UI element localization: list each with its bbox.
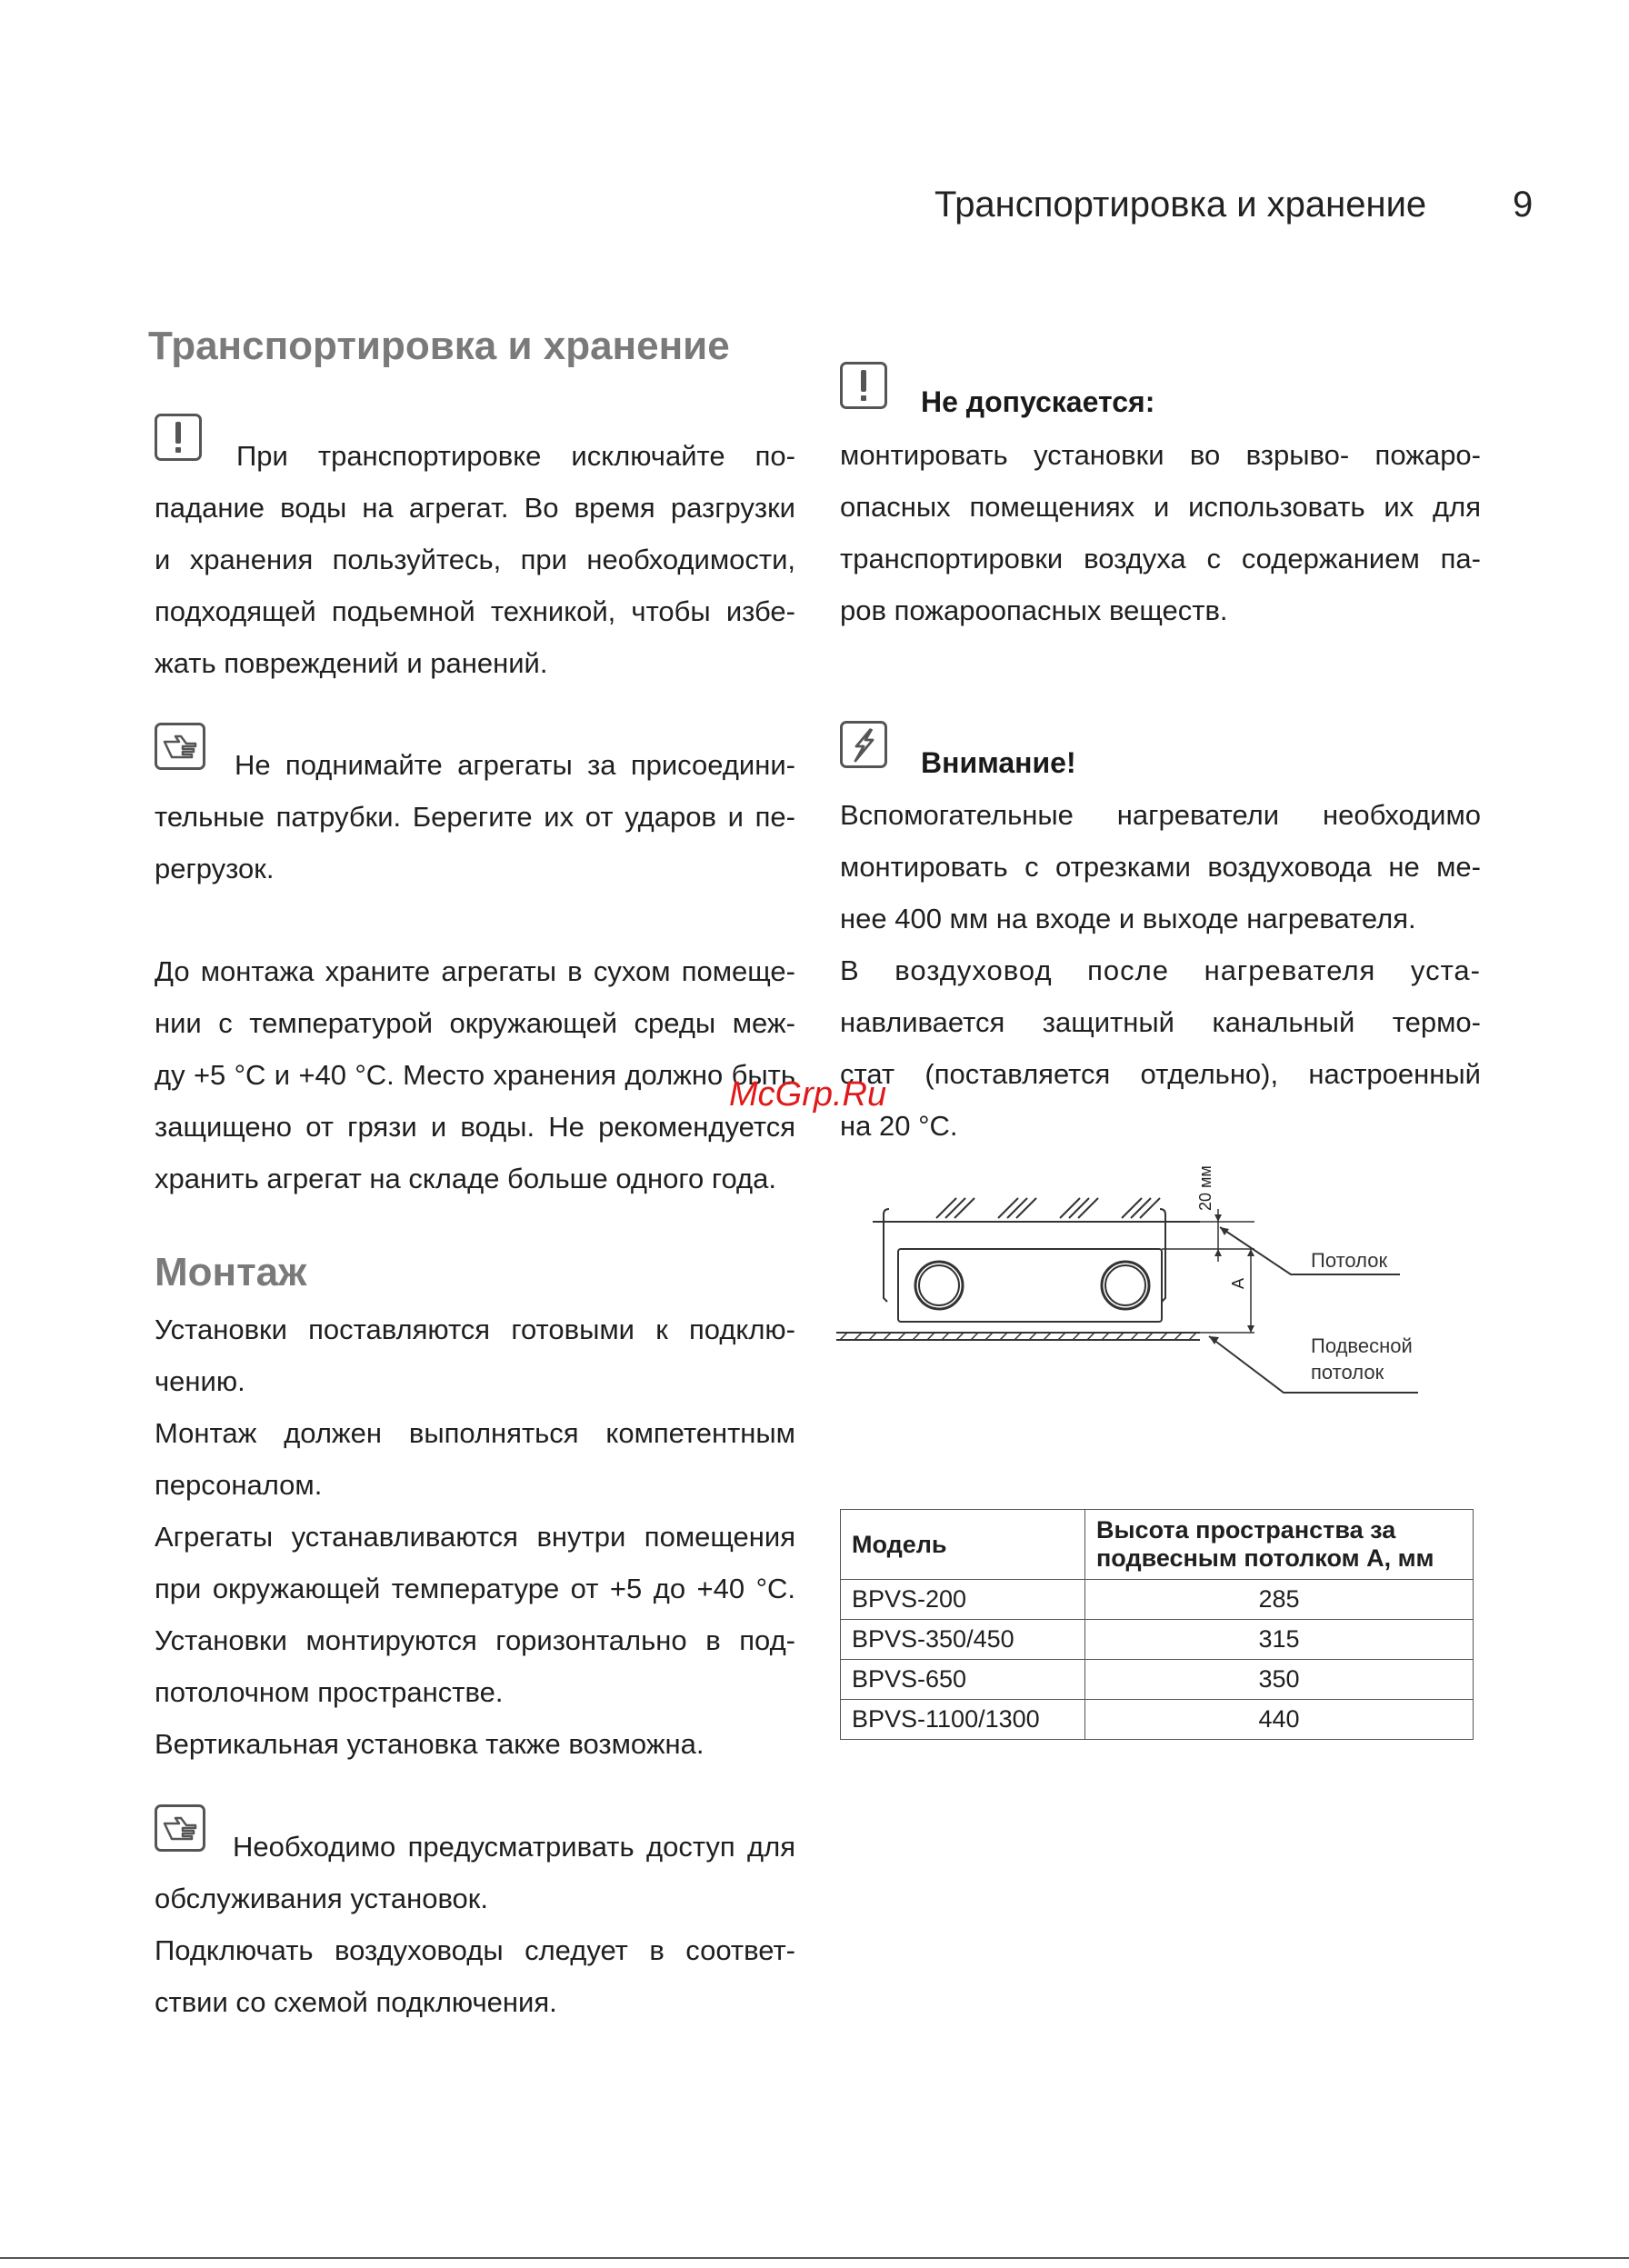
clearance-table <box>840 1509 1474 1740</box>
dimension-a-label: A <box>1229 1277 1247 1289</box>
header-height-line-1: Высота пространства за <box>1096 1516 1396 1544</box>
page-number: 9 <box>1513 185 1534 225</box>
storage-paragraph: До монтажа храните агрегаты в сухом помеще- нии с температурой окружающей среды меж- ду +5 °C и +40 °C. Место хранения должно быть защищено от грязи и воды. Не рекомендуется хранить агрегат на складе больше одного года. <box>155 955 795 1194</box>
header-model: Модель <box>841 1510 1085 1580</box>
table-row <box>841 1580 1474 1620</box>
dimension-20mm-label: 20 мм <box>1196 1165 1214 1211</box>
unit-body <box>898 1249 1162 1322</box>
attention-title: Внимание! <box>921 746 1076 779</box>
header-height <box>1085 1510 1474 1580</box>
mounting-paragraph: Установки поставляются готовыми к подклю- чению. Монтаж должен выполняться компетентным персоналом. Агрегаты устанавливаются внутри помещения при окружающей температуре от +5 до +40 °C. Установки монтируются горизонтально в под- потолочном пространстве. Вертикальная установка также возможна. <box>155 1314 795 1760</box>
row-model: BPVS-200 <box>841 1580 1085 1620</box>
table-row <box>841 1660 1474 1700</box>
dimension-lines <box>1162 1209 1254 1333</box>
row-height: 440 <box>1085 1700 1474 1740</box>
note-pipes-paragraph: Не поднимайте агрегаты за присоедини- тельные патрубки. Берегите их от ударов и пе- регрузок. <box>155 749 795 884</box>
ceiling-label: Потолок <box>1311 1249 1388 1272</box>
ceiling-hatch <box>936 1198 1160 1218</box>
duct-connection-left <box>915 1262 963 1309</box>
suspended-ceiling-label-2: потолок <box>1311 1361 1384 1384</box>
running-header-title: Транспортировка и хранение <box>934 185 1427 225</box>
service-access-paragraph: Необходимо предусматривать доступ для обслуживания установок. Подключать воздуховоды следует в соответ- ствии со схемой подключения. <box>155 1831 795 2018</box>
forbidden-title: Не допускается: <box>921 385 1155 418</box>
left-hanger <box>884 1209 889 1302</box>
section-title-transport: Транспортировка и хранение <box>148 324 730 368</box>
duct-connection-right <box>1102 1262 1149 1309</box>
row-height: 315 <box>1085 1620 1474 1660</box>
row-model: BPVS-350/450 <box>841 1620 1085 1660</box>
exclamation-icon <box>840 362 887 409</box>
table-row <box>841 1620 1474 1660</box>
row-height: 285 <box>1085 1580 1474 1620</box>
watermark: McGrp.Ru <box>729 1075 887 1114</box>
table-row <box>841 1700 1474 1740</box>
header-height-line-2: подвесным потолком A, мм <box>1096 1544 1434 1572</box>
section-title-mounting: Монтаж <box>155 1250 307 1294</box>
row-model: BPVS-650 <box>841 1660 1085 1700</box>
table-header-row <box>841 1510 1474 1580</box>
bottom-rule <box>0 2257 1629 2259</box>
forbidden-paragraph: монтировать установки во взрыво- пожаро- опасных помещениях и использовать их для транспортировки воздуха с содержанием па- ров пожароопасных веществ. <box>840 439 1481 626</box>
attention-paragraph: Вспомогательные нагреватели необходимо монтировать с отрезками воздуховода не ме- нее 400 мм на входе и выходе нагревателя. В воздуховод после нагревателя уста- навливается защитный канальный термо- стат (поставляется отдельно), настроенный на 20 °C. <box>840 799 1481 1142</box>
row-model: BPVS-1100/1300 <box>841 1700 1085 1740</box>
suspended-ceiling-label-1: Подвесной <box>1311 1334 1413 1357</box>
row-height: 350 <box>1085 1660 1474 1700</box>
electric-hazard-icon <box>840 721 887 768</box>
transport-warning-paragraph: При транспортировке исключайте по- падание воды на агрегат. Во время разгрузки и хранения пользуйтесь, при необходимости, подходящей подьемной техникой, чтобы избе- жать повреждений и ранений. <box>155 440 795 679</box>
installation-diagram <box>818 1154 1473 1418</box>
